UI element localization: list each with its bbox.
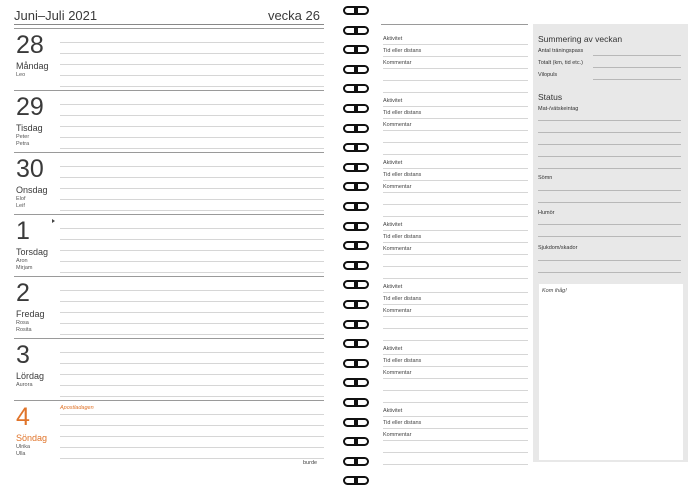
time-distance-label: Tid eller distans [383,234,422,240]
writing-line[interactable] [60,447,324,448]
comment-label: Kommentar [383,432,412,438]
writing-line[interactable] [383,390,528,391]
activity-label: Aktivitet [383,284,403,290]
spiral-ring [343,339,369,348]
footer-brand: burde [303,460,318,466]
status-line[interactable] [538,132,681,133]
writing-line[interactable] [383,230,528,231]
writing-line[interactable] [383,316,528,317]
writing-line[interactable] [383,80,528,81]
writing-line[interactable] [60,323,324,324]
spiral-ring [343,261,369,270]
summary-line [593,67,681,68]
writing-line[interactable] [383,142,528,143]
spiral-ring [343,143,369,152]
writing-line[interactable] [383,340,528,341]
spiral-ring [343,241,369,250]
exercise-block [383,36,528,98]
writing-line[interactable] [383,416,528,417]
name-day-entry: Petra [16,141,30,147]
comment-label: Kommentar [383,184,412,190]
spiral-ring [343,65,369,74]
status-line[interactable] [538,260,681,261]
writing-line[interactable] [383,68,528,69]
status-line[interactable] [538,144,681,145]
day-number: 3 [16,341,30,369]
summary-title: Summering av veckan [538,34,623,44]
holiday-note: Apostladagen [60,405,94,411]
week-summary-panel [533,24,688,462]
name-days [16,320,32,334]
writing-line[interactable] [60,352,324,353]
activity-label: Aktivitet [383,160,403,166]
status-mood: Humör [538,210,555,216]
writing-line[interactable] [383,378,528,379]
writing-line[interactable] [383,154,528,155]
status-line[interactable] [538,120,681,121]
day-name: Lördag [16,371,45,381]
writing-line[interactable] [383,44,528,45]
status-line[interactable] [538,168,681,169]
status-line[interactable] [538,224,681,225]
name-days [16,444,30,458]
day-name: Fredag [16,309,45,319]
exercise-block [383,160,528,222]
spiral-ring [343,104,369,113]
exercise-block [383,222,528,284]
writing-line[interactable] [60,53,324,54]
day-block [14,28,324,90]
name-day-entry: Leif [16,203,25,209]
writing-line[interactable] [383,242,528,243]
writing-line[interactable] [60,115,324,116]
writing-line[interactable] [383,254,528,255]
writing-line[interactable] [383,440,528,441]
activity-label: Aktivitet [383,36,403,42]
summary-field-restpulse: Vilopuls [538,72,558,78]
spiral-ring [343,378,369,387]
writing-line[interactable] [60,312,324,313]
writing-line[interactable] [60,210,324,211]
writing-line[interactable] [383,266,528,267]
status-food: Mat-/vätskeintag [538,106,579,112]
exercise-block [383,408,528,470]
writing-line[interactable] [60,414,324,415]
status-line[interactable] [538,272,681,273]
name-day-entry: Rosa [16,320,29,326]
day-block [14,400,324,462]
status-title: Status [538,92,563,102]
writing-line[interactable] [60,75,324,76]
writing-line[interactable] [383,304,528,305]
writing-line[interactable] [60,199,324,200]
status-illness: Sjukdom/skador [538,245,578,251]
name-days [16,72,25,79]
spiral-ring [343,45,369,54]
writing-line[interactable] [60,64,324,65]
writing-line[interactable] [60,425,324,426]
time-distance-label: Tid eller distans [383,172,422,178]
name-day-entry: Ulla [16,451,26,457]
writing-line[interactable] [60,272,324,273]
day-block [14,90,324,152]
spiral-ring [343,398,369,407]
name-day-entry: Aurora [16,382,33,388]
comment-label: Kommentar [383,370,412,376]
writing-line[interactable] [60,374,324,375]
writing-line[interactable] [60,228,324,229]
day-separator [14,214,324,215]
arrow-marker-icon [52,219,55,223]
day-number: 29 [16,93,44,121]
writing-line[interactable] [383,118,528,119]
spiral-ring [343,26,369,35]
writing-line[interactable] [60,363,324,364]
time-distance-label: Tid eller distans [383,296,422,302]
status-line[interactable] [538,202,681,203]
writing-line[interactable] [60,290,324,291]
writing-line[interactable] [383,180,528,181]
writing-line[interactable] [60,396,324,397]
writing-line[interactable] [60,301,324,302]
writing-line[interactable] [383,204,528,205]
name-days [16,382,33,389]
writing-line[interactable] [60,104,324,105]
writing-line[interactable] [60,334,324,335]
comment-label: Kommentar [383,60,412,66]
writing-line[interactable] [383,402,528,403]
name-days [16,134,29,148]
writing-line[interactable] [60,385,324,386]
writing-line[interactable] [383,428,528,429]
writing-line[interactable] [383,354,528,355]
time-distance-label: Tid eller distans [383,110,422,116]
activity-label: Aktivitet [383,408,403,414]
comment-label: Kommentar [383,122,412,128]
day-name: Söndag [16,433,48,443]
summary-line [593,79,681,80]
writing-line[interactable] [60,166,324,167]
time-distance-label: Tid eller distans [383,48,422,54]
spiral-ring [343,222,369,231]
exercise-block [383,98,528,160]
day-separator [14,400,324,401]
status-line[interactable] [538,156,681,157]
week-number: vecka 26 [267,8,320,23]
writing-line[interactable] [383,366,528,367]
writing-line[interactable] [383,216,528,217]
spiral-ring [343,84,369,93]
name-days [16,196,25,210]
status-sleep: Sömn [538,175,553,181]
spiral-ring [343,182,369,191]
status-line[interactable] [538,236,681,237]
writing-line[interactable] [60,239,324,240]
writing-line[interactable] [383,328,528,329]
writing-line[interactable] [60,261,324,262]
writing-line[interactable] [60,188,324,189]
day-number: 2 [16,279,30,307]
day-name: Torsdag [16,247,49,257]
day-separator [14,152,324,153]
name-day-entry: Peter [16,134,30,140]
writing-line[interactable] [60,42,324,43]
spiral-ring [343,280,369,289]
spiral-ring [343,202,369,211]
spiral-ring [343,437,369,446]
summary-line [593,55,681,56]
spiral-ring [343,124,369,133]
day-separator [14,338,324,339]
day-block [14,152,324,214]
right-page-rule [381,24,528,25]
writing-line[interactable] [383,292,528,293]
day-block [14,338,324,400]
reminder-label: Kom ihåg! [542,288,567,294]
time-distance-label: Tid eller distans [383,420,422,426]
writing-line[interactable] [60,137,324,138]
spiral-ring [343,359,369,368]
name-day-entry: Ulrika [16,444,31,450]
summary-field-sessions: Antal träningspass [538,48,584,54]
spiral-binding [343,0,369,486]
spiral-ring [343,163,369,172]
header-rule [14,24,324,25]
day-separator [14,28,324,29]
writing-line[interactable] [60,250,324,251]
writing-line[interactable] [383,168,528,169]
writing-line[interactable] [383,464,528,465]
day-name: Måndag [16,61,49,71]
day-number: 28 [16,31,44,59]
status-line[interactable] [538,190,681,191]
writing-line[interactable] [383,92,528,93]
day-number: 30 [16,155,44,183]
spiral-ring [343,418,369,427]
writing-line[interactable] [60,177,324,178]
writing-line[interactable] [383,192,528,193]
spiral-ring [343,300,369,309]
writing-line[interactable] [383,278,528,279]
writing-line[interactable] [60,86,324,87]
writing-line[interactable] [383,130,528,131]
exercise-block [383,284,528,346]
activity-label: Aktivitet [383,346,403,352]
month-year-title: Juni–Juli 2021 [14,8,98,23]
activity-label: Aktivitet [383,98,403,104]
spiral-ring [343,6,369,15]
name-days [16,258,33,272]
name-day-entry: Rosita [16,327,32,333]
writing-line[interactable] [60,126,324,127]
name-day-entry: Mirjam [16,265,33,271]
writing-line[interactable] [60,458,324,459]
comment-label: Kommentar [383,308,412,314]
name-day-entry: Aron [16,258,28,264]
day-name: Onsdag [16,185,48,195]
name-day-entry: Elof [16,196,26,202]
day-separator [14,276,324,277]
day-number: 1 [16,217,30,245]
writing-line[interactable] [383,452,528,453]
day-number: 4 [16,403,30,431]
reminder-box[interactable] [539,284,683,460]
writing-line[interactable] [60,148,324,149]
day-name: Tisdag [16,123,43,133]
writing-line[interactable] [383,56,528,57]
day-separator [14,90,324,91]
comment-label: Kommentar [383,246,412,252]
summary-field-total: Totalt (km, tid etc.) [538,60,583,66]
day-block [14,276,324,338]
day-block [14,214,324,276]
exercise-block [383,346,528,408]
name-day-entry: Leo [16,72,26,78]
time-distance-label: Tid eller distans [383,358,422,364]
spiral-ring [343,457,369,466]
activity-label: Aktivitet [383,222,403,228]
spiral-ring [343,320,369,329]
writing-line[interactable] [383,106,528,107]
writing-line[interactable] [60,436,324,437]
spiral-ring [343,476,369,485]
